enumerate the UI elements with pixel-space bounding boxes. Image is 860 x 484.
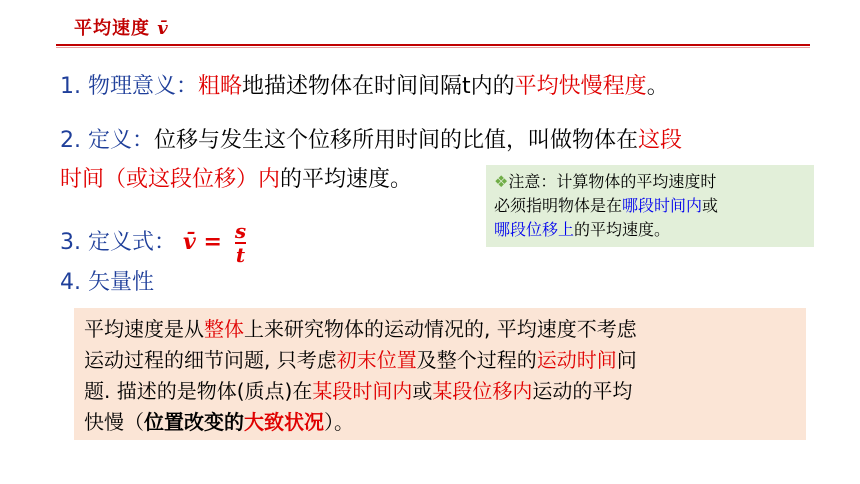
note-highlight: 哪段位移上 [494,220,575,239]
formula-lhs: v̄ = [183,229,222,255]
item-label: 定义： [88,128,155,153]
box-text: 及整个过程的 [416,348,537,372]
body-text: 地描述物体在时间间隔t内的 [242,74,515,99]
note-line-1 [494,170,814,194]
title-text: 平均速度 [74,18,150,39]
highlight-text: 时间（或这段位移）内 [60,167,281,192]
body-text: 位移与发生这个位移所用时间的比值，叫做物体在 [154,128,639,153]
box-highlight: 运动时间 [536,348,617,372]
box-text: 问 [616,348,637,372]
item-label: 定义式： [88,230,177,255]
formula-fraction [235,220,246,266]
box-highlight: 初末位置 [336,348,417,372]
note-highlight: 哪段时间内 [622,196,703,215]
item-number: 1. [60,74,81,99]
box-text: 或 [412,379,433,403]
box-line-3 [84,376,806,407]
box-highlight: 某段位移内 [432,379,533,403]
note-line-2 [494,194,814,218]
formula-denominator: t [235,243,246,267]
box-bold-text: 位置改变的 [144,410,244,434]
box-highlight: 大致状况 [244,410,324,434]
item-number: 4. [60,270,81,295]
box-text: 上来研究物体的运动情况的, 平均速度不考虑 [244,317,637,341]
item-label: 矢量性 [88,270,155,295]
box-text: 运动的平均 [532,379,633,403]
box-highlight: 某段时间内 [312,379,413,403]
note-text: 注意：计算物体的平均速度时 [508,172,717,191]
explanation-box [74,308,806,440]
formula-numerator: s [234,219,247,243]
box-text: 快慢（ [84,410,144,434]
note-text: 必须指明物体是在 [494,196,623,215]
diamond-bullet-icon: ❖ [494,172,509,191]
box-text: 题. 描述的是物体(质点)在 [84,379,313,403]
note-text: 或 [702,196,719,215]
body-text: 的平均速度。 [280,167,413,192]
highlight-text: 平均快慢程度 [514,74,647,99]
item-definition-cont [60,165,412,195]
note-text: 的平均速度。 [574,220,671,239]
title-symbol: v̄ [157,18,169,39]
note-line-3 [494,218,814,242]
box-line-4 [84,407,806,438]
highlight-text: 这段 [638,128,683,153]
body-text: 。 [646,74,669,99]
box-text: 平均速度是从 [84,317,204,341]
item-number: 3. [60,230,81,255]
box-line-1 [84,314,806,345]
box-line-2 [84,345,806,376]
box-highlight: 整体 [204,317,244,341]
title-divider [56,44,810,46]
item-formula [60,220,246,266]
item-number: 2. [60,128,81,153]
item-label: 物理意义： [88,74,199,99]
note-box [486,165,814,247]
item-vector [60,268,154,298]
item-definition [60,126,682,156]
box-text: ）。 [324,410,354,434]
highlight-text: 粗略 [198,74,243,99]
title-divider-shadow [56,47,810,48]
box-text: 运动过程的细节问题, 只考虑 [84,348,337,372]
page-title [74,14,169,40]
item-physical-meaning [60,72,669,102]
